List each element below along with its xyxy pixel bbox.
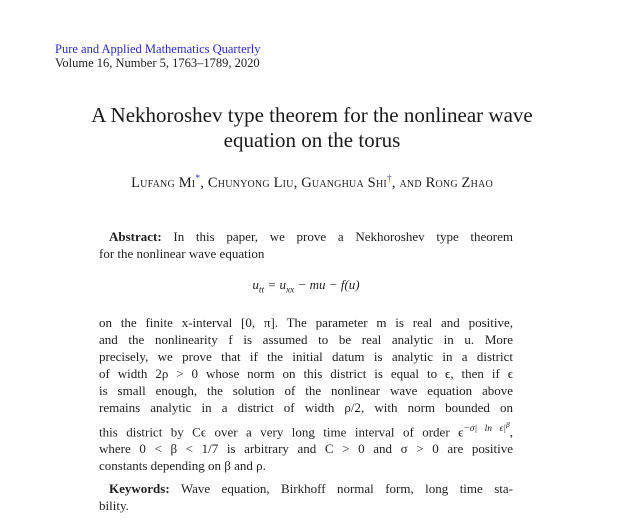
journal-name-link[interactable]: Pure and Applied Mathematics Quarterly xyxy=(55,42,261,56)
abstract-line: precisely, we prove that if the initial datum is analytic in a district xyxy=(99,348,513,364)
keywords-line: bility. xyxy=(99,498,129,514)
equation-superscript xyxy=(463,419,510,434)
equation-part: − mu − f(u) xyxy=(294,277,360,292)
abstract-text: In this paper, we prove a Nekhoroshev type theorem xyxy=(161,229,513,244)
abstract-line: on the finite x-interval [0, π]. The parameter m is real and positive, xyxy=(99,314,513,330)
keywords-text: Wave equation, Birkhoff normal form, long time sta- xyxy=(169,481,513,497)
volume-line: Volume 16, Number 5, 1763–1789, 2020 xyxy=(55,56,260,70)
display-equation xyxy=(99,276,513,300)
abstract-line: is small enough, the solution of the nonlinear wave equation above xyxy=(99,382,513,398)
abstract-line xyxy=(99,416,513,440)
equation-part: −σ| ln ϵ| xyxy=(463,423,506,434)
author-names: , Chunyong Liu, Guanghua Shi xyxy=(200,174,387,191)
equation-superscript: β xyxy=(506,419,510,429)
keywords-label: Keywords: xyxy=(109,481,170,497)
paper-title-line2: equation on the torus xyxy=(223,128,401,152)
abstract-line: for the nonlinear wave equation xyxy=(99,246,265,261)
equation-part: u xyxy=(279,277,286,292)
abstract-line: of width 2ρ > 0 whose norm on this district is equal to ϵ, then if ϵ xyxy=(99,365,513,381)
keywords-line xyxy=(99,480,513,497)
equation-subscript: tt xyxy=(258,285,265,296)
abstract-text: this district by Cϵ over a very long time interval of order ϵ xyxy=(99,424,464,440)
paper-title xyxy=(0,103,624,153)
abstract-text: , xyxy=(509,424,513,440)
authors-line xyxy=(0,174,624,192)
author-footnote-marker-dagger[interactable]: † xyxy=(386,174,392,184)
abstract-line xyxy=(99,228,513,245)
equation-subscript: xx xyxy=(285,285,295,296)
abstract-line: constants depending on β and ρ. xyxy=(99,458,266,474)
author-footnote-marker-asterisk[interactable]: * xyxy=(195,174,201,184)
author-name: , and Rong Zhao xyxy=(391,174,493,191)
abstract-line: where 0 < β < 1/7 is arbitrary and C > 0 and σ > 0 are positive xyxy=(99,441,513,457)
equation-part: = xyxy=(264,277,280,292)
paper-title-line1: A Nekhoroshev type theorem for the nonlinear wave xyxy=(91,103,533,127)
abstract-line: and the nonlinearity f is assumed to be real analytic in u. More xyxy=(99,331,513,347)
journal-header xyxy=(55,42,261,70)
abstract-line: remains analytic in a district of width ρ/2, with norm bounded on xyxy=(99,399,513,415)
abstract-label: Abstract: xyxy=(109,229,162,244)
author-name: Lufang Mi xyxy=(131,174,196,191)
abstract-section xyxy=(99,228,513,514)
equation-part: u xyxy=(252,277,259,292)
keywords-section xyxy=(99,480,513,514)
